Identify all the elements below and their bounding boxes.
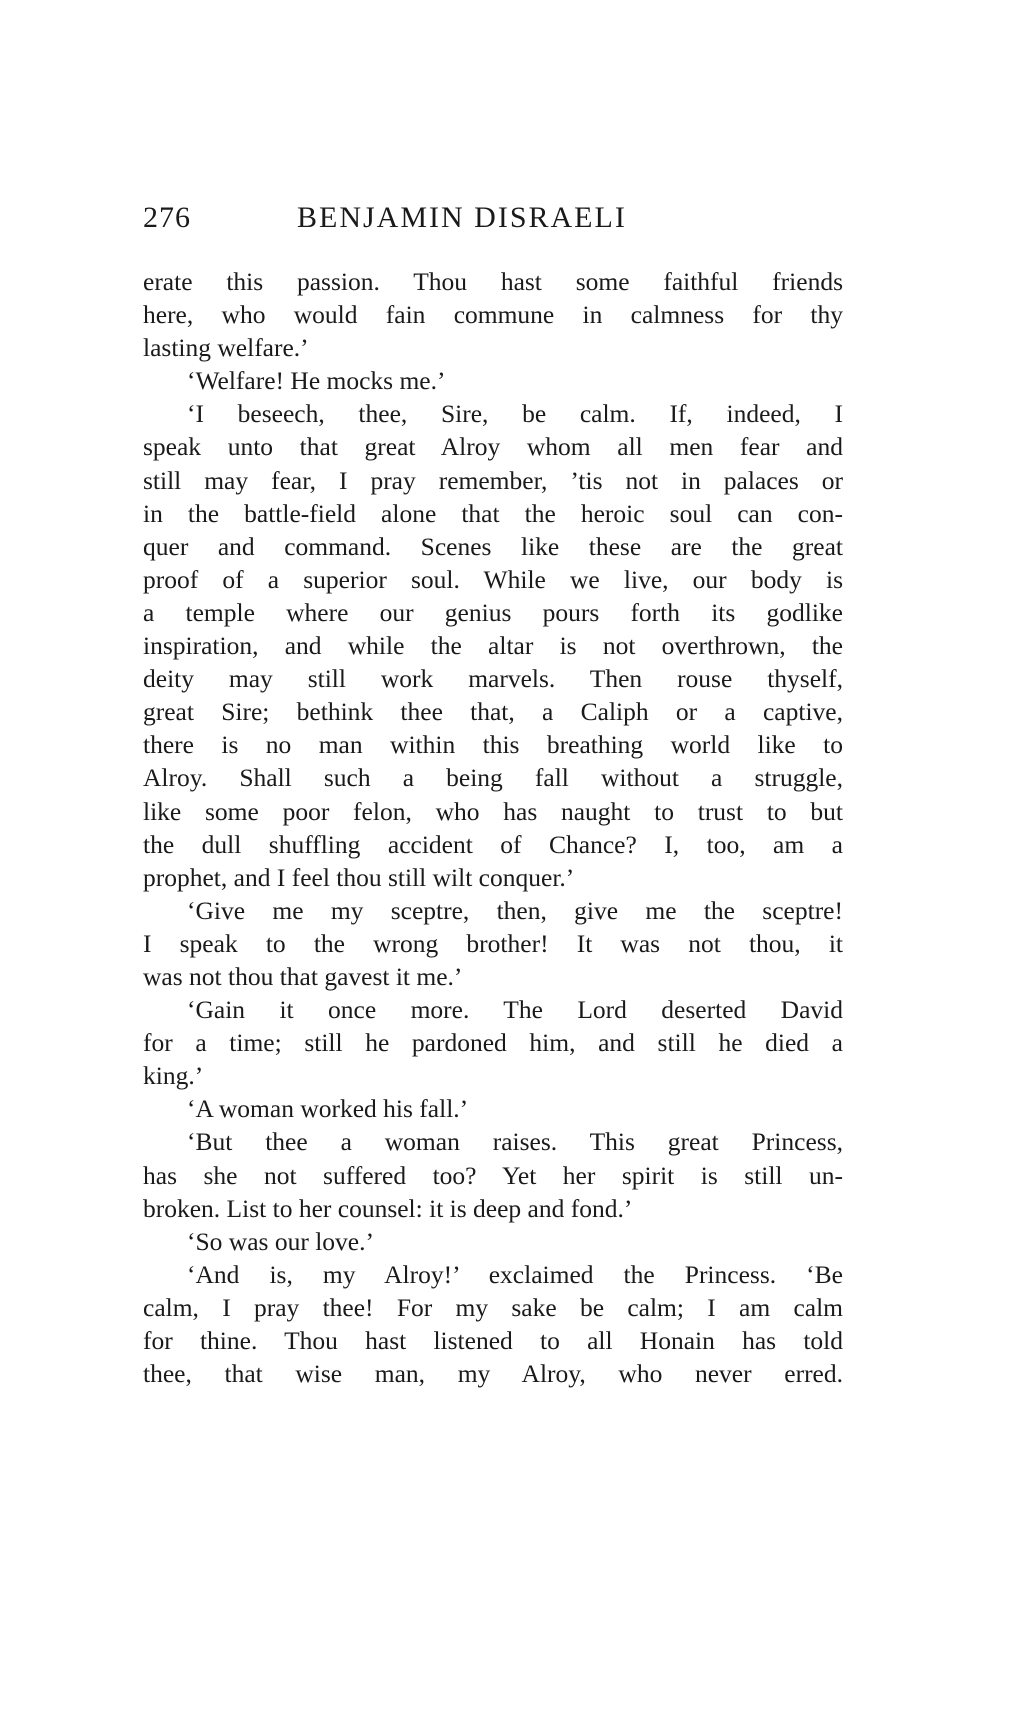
text-line: quer and command. Scenes like these are the great (143, 531, 843, 561)
text-line: has she not suffered too? Yet her spirit is still un- (143, 1160, 843, 1190)
text-line: ‘So was our love.’ (187, 1226, 374, 1256)
text-line: for a time; still he pardoned him, and still he died a (143, 1028, 843, 1058)
text-line: speak unto that great Alroy whom all men fear and (143, 432, 843, 462)
text-line: ‘But thee a woman raises. This great Princess, (187, 1127, 843, 1157)
text-line: here, who would fain commune in calmness for thy (143, 300, 843, 330)
text-line: I speak to the wrong brother! It was not thou, it (143, 928, 843, 958)
text-line: deity may still work marvels. Then rouse thyself, (143, 664, 843, 694)
text-line: king.’ (143, 1061, 204, 1091)
page-number: 276 (143, 201, 191, 234)
text-line: ‘I beseech, thee, Sire, be calm. If, indeed, I (187, 399, 843, 429)
text-line: thee, that wise man, my Alroy, who never erred. (143, 1359, 843, 1389)
body-text (143, 265, 843, 1390)
text-line: ‘Welfare! He mocks me.’ (187, 366, 446, 396)
text-line: was not thou that gavest it me.’ (143, 961, 463, 991)
text-line: ‘A woman worked his fall.’ (187, 1094, 469, 1124)
text-line: prophet, and I feel thou still wilt conquer.’ (143, 862, 575, 892)
text-line: inspiration, and while the altar is not overthrown, the (143, 631, 843, 661)
text-line: still may fear, I pray remember, ’tis not in palaces or (143, 465, 843, 495)
text-line: calm, I pray thee! For my sake be calm; I am calm (143, 1292, 843, 1322)
text-line: Alroy. Shall such a being fall without a struggle, (143, 763, 843, 793)
text-line: for thine. Thou hast listened to all Honain has told (143, 1326, 843, 1355)
text-line: the dull shuffling accident of Chance? I, too, am a (143, 829, 843, 859)
text-line: ‘And is, my Alroy!’ exclaimed the Princess. ‘Be (187, 1259, 843, 1289)
text-line: ‘Give me my sceptre, then, give me the sceptre! (187, 895, 843, 925)
text-line: broken. List to her counsel: it is deep and fond.’ (143, 1193, 633, 1223)
text-line: lasting welfare.’ (143, 333, 309, 363)
text-line: there is no man within this breathing world like to (143, 730, 843, 760)
text-line: like some poor felon, who has naught to trust to but (143, 796, 843, 826)
page-header (143, 196, 843, 240)
text-line: proof of a superior soul. While we live, our body is (143, 564, 843, 594)
text-line: in the battle-field alone that the heroic soul can con- (143, 498, 843, 528)
text-line: a temple where our genius pours forth its godlike (143, 597, 843, 627)
text-line: great Sire; bethink thee that, a Caliph or a captive, (143, 697, 843, 727)
running-title: BENJAMIN DISRAELI (297, 201, 627, 234)
text-line: erate this passion. Thou hast some faithful friends (143, 267, 843, 296)
text-line: ‘Gain it once more. The Lord deserted David (187, 995, 843, 1025)
